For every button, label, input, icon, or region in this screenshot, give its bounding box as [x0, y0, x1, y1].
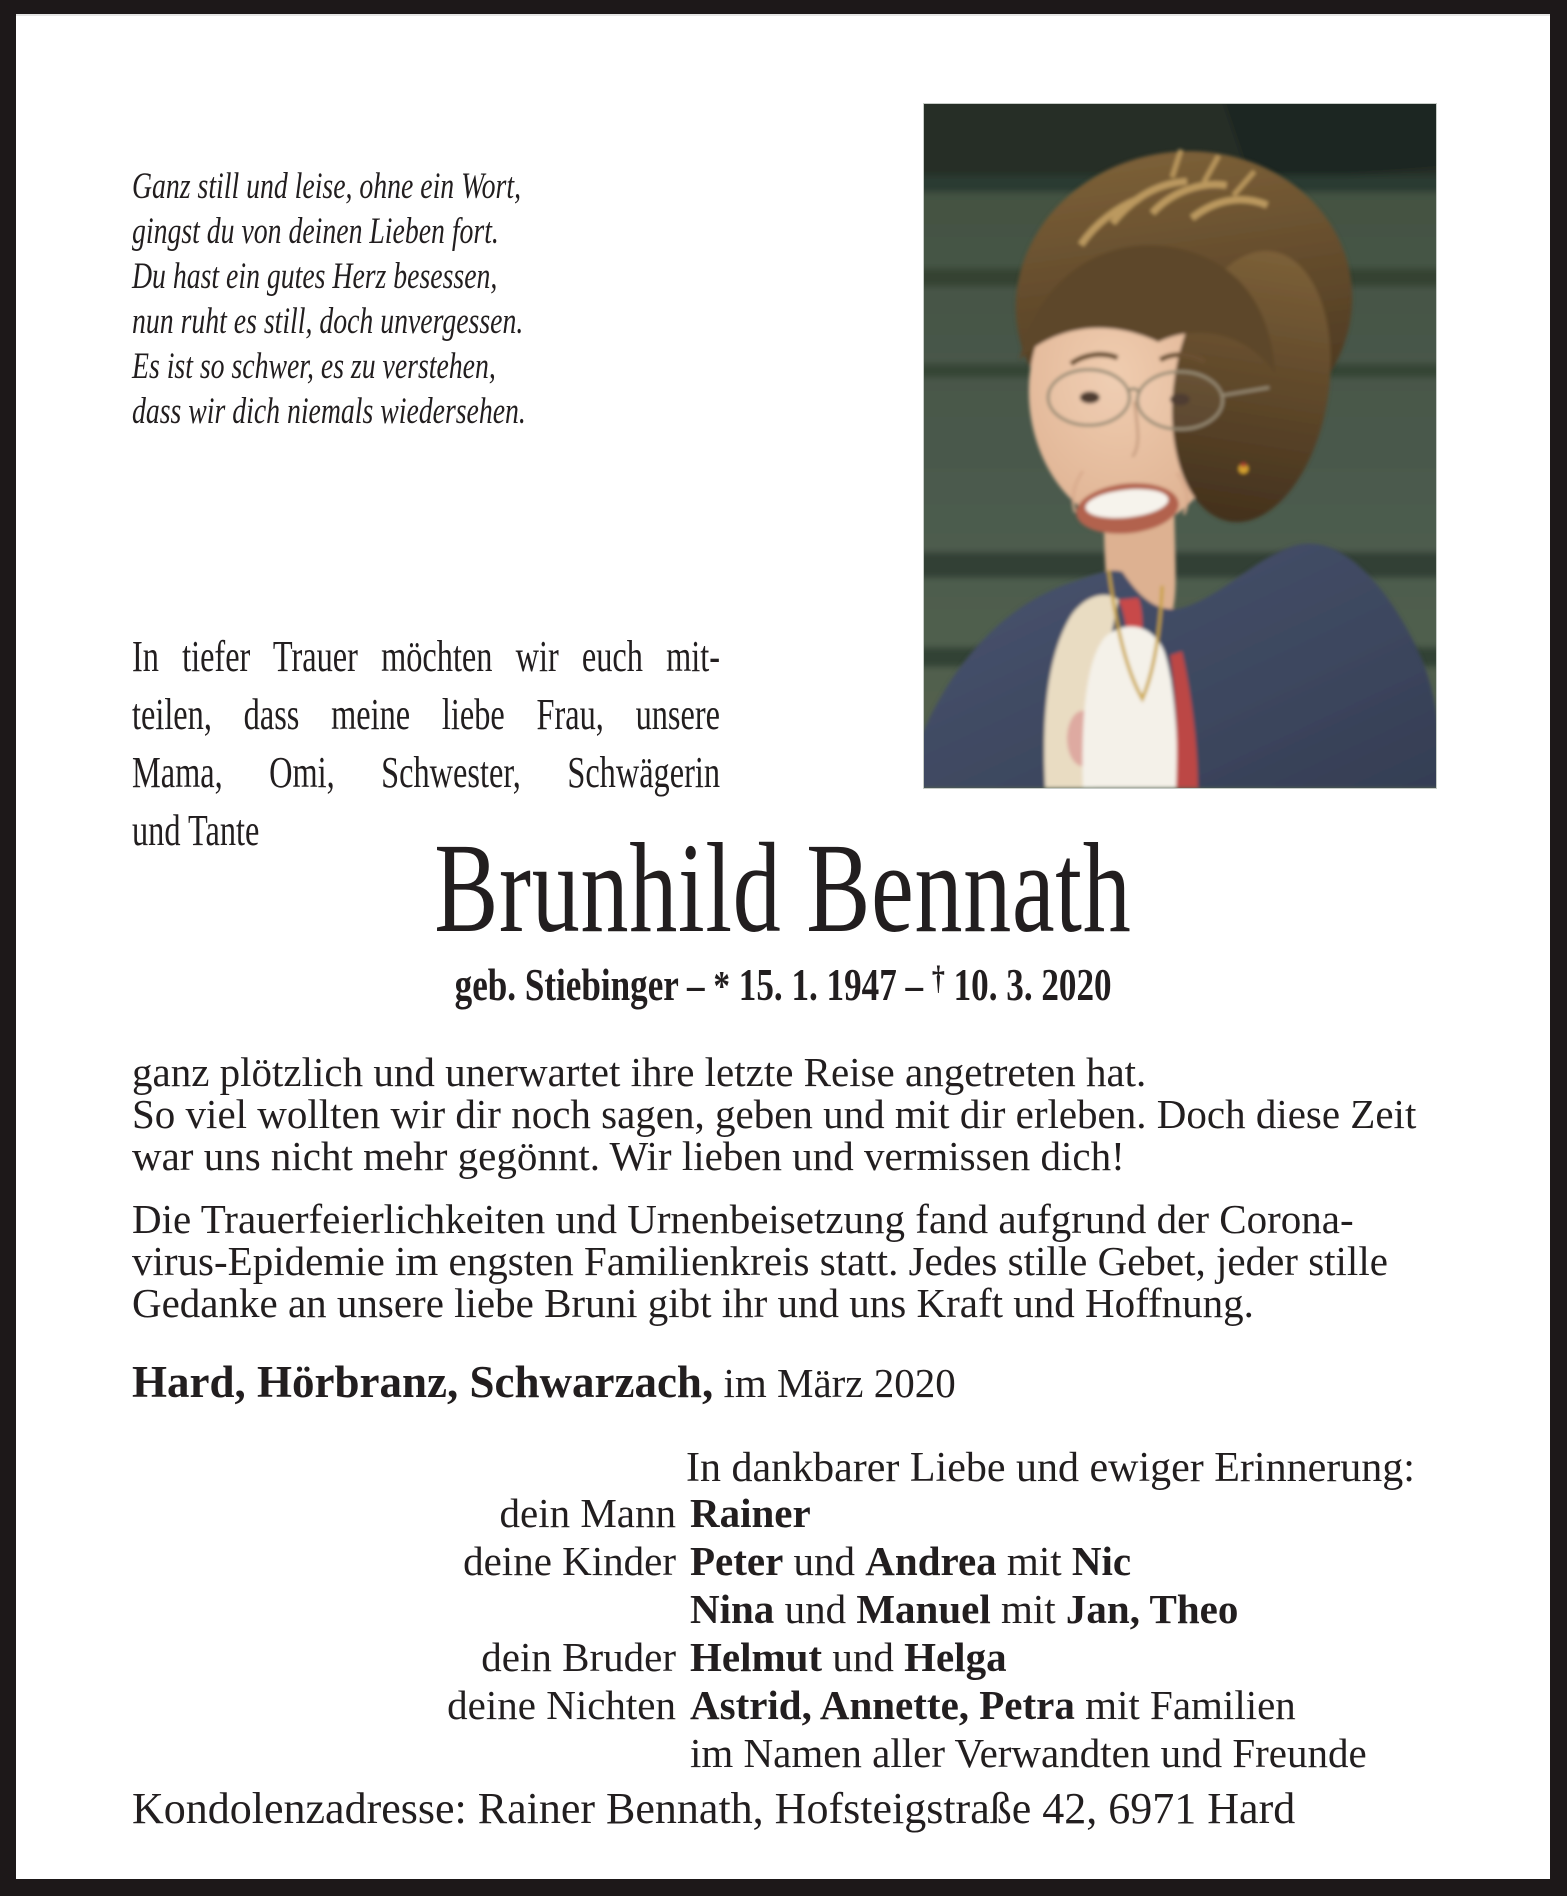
family-row-names [690, 1489, 811, 1537]
family-row [16, 1537, 1550, 1585]
paragraph-line: virus-Epidemie im engsten Familienkreis statt. Jedes stille Gebet, jeder stille [132, 1238, 1388, 1284]
family-join: mit [990, 1586, 1066, 1632]
family-row [16, 1489, 1550, 1537]
paragraph-line: So viel wollten wir dir noch sagen, geben und mit dir erleben. Doch diese Zeit [132, 1091, 1417, 1137]
family-name: Nic [1071, 1538, 1132, 1584]
paragraph-line: war uns nicht mehr gegönnt. Wir lieben und vermissen dich! [132, 1133, 1125, 1179]
family-name: Peter [690, 1538, 784, 1584]
poem [132, 164, 597, 434]
obituary-content [16, 14, 1550, 1879]
portrait-photo [924, 104, 1436, 788]
family-list [16, 1489, 1550, 1777]
intro-line: Mama, Omi, Schwester, Schwägerin [132, 748, 720, 797]
family-join: und [822, 1634, 905, 1680]
poem-line: Du hast ein gutes Herz besessen, [132, 256, 498, 297]
family-row [16, 1633, 1550, 1681]
poem-line: Es ist so schwer, es zu verstehen, [132, 346, 496, 387]
paragraph-1 [132, 1051, 1532, 1177]
family-name: Astrid, Annette, Petra [690, 1682, 1075, 1728]
condolence-address: Kondolenzadresse: Rainer Bennath, Hofsteigstraße 42, 6971 Hard [132, 1784, 1296, 1833]
family-row-label [16, 1729, 690, 1777]
death-date: 10. 3. 2020 [944, 960, 1112, 1010]
birth-symbol-icon: * [713, 963, 730, 1010]
poem-line: Ganz still und leise, ohne ein Wort, [132, 166, 522, 207]
dateline-places: Hard, Hörbranz, Schwarzach, [132, 1357, 714, 1407]
family-row-label: deine Nichten [447, 1682, 676, 1728]
family-row-names [690, 1585, 1238, 1633]
family-name: Helga [904, 1634, 1007, 1680]
closing-heading: In dankbarer Liebe und ewiger Erinnerung: [686, 1445, 1415, 1491]
poem-line: gingst du von deinen Lieben fort. [132, 211, 499, 252]
family-name: Manuel [856, 1586, 991, 1632]
poem-line: dass wir dich niemals wiedersehen. [132, 391, 526, 432]
family-name: Jan, Theo [1065, 1586, 1239, 1632]
family-join: mit [996, 1538, 1072, 1584]
family-join: und [774, 1586, 857, 1632]
paragraph-line: Die Trauerfeierlichkeiten und Urnenbeisetzung fand aufgrund der Corona- [132, 1196, 1354, 1242]
deceased-name: Brunhild Bennath [434, 817, 1132, 959]
intro-line: In tiefer Trauer möchten wir euch mit- [132, 632, 720, 681]
family-join: und [783, 1538, 866, 1584]
family-join: mit Familien [1074, 1682, 1296, 1728]
intro-line: teilen, dass meine liebe Frau, unsere [132, 690, 720, 739]
deceased-dates [455, 961, 1112, 1011]
portrait-photo-art [924, 104, 1436, 788]
deceased-name-row [16, 817, 1550, 959]
intro-line: und Tante [132, 806, 260, 855]
dateline-date: im März 2020 [713, 1360, 956, 1406]
family-name: Rainer [690, 1490, 811, 1536]
dateline [132, 1358, 956, 1407]
paragraph-line: Gedanke an unsere liebe Bruni gibt ihr und uns Kraft und Hoffnung. [132, 1280, 1254, 1326]
family-row-label: dein Bruder [481, 1634, 676, 1680]
family-row [16, 1681, 1550, 1729]
paragraph-line: ganz plötzlich und unerwartet ihre letzte Reise angetreten hat. [132, 1049, 1147, 1095]
family-name: Nina [690, 1586, 775, 1632]
poem-line: nun ruht es still, doch unvergessen. [132, 301, 524, 342]
family-row-label: dein Mann [499, 1490, 676, 1536]
family-footer-text: im Namen aller Verwandten und Freunde [690, 1730, 1367, 1776]
family-row-names [690, 1633, 1007, 1681]
family-row [16, 1585, 1550, 1633]
family-row-names [690, 1537, 1131, 1585]
family-row-label: deine Kinder [463, 1538, 676, 1584]
family-row-names [690, 1681, 1296, 1729]
deceased-dates-row [16, 961, 1550, 1011]
family-name: Helmut [690, 1634, 823, 1680]
death-symbol-icon: † [931, 960, 945, 998]
family-row-label [16, 1585, 690, 1633]
paragraph-2 [132, 1198, 1532, 1324]
family-row-footer [16, 1729, 1550, 1777]
family-name: Andrea [865, 1538, 997, 1584]
maiden-name: geb. Stiebinger – [454, 960, 714, 1010]
birth-date: 15. 1. 1947 – [729, 960, 932, 1010]
